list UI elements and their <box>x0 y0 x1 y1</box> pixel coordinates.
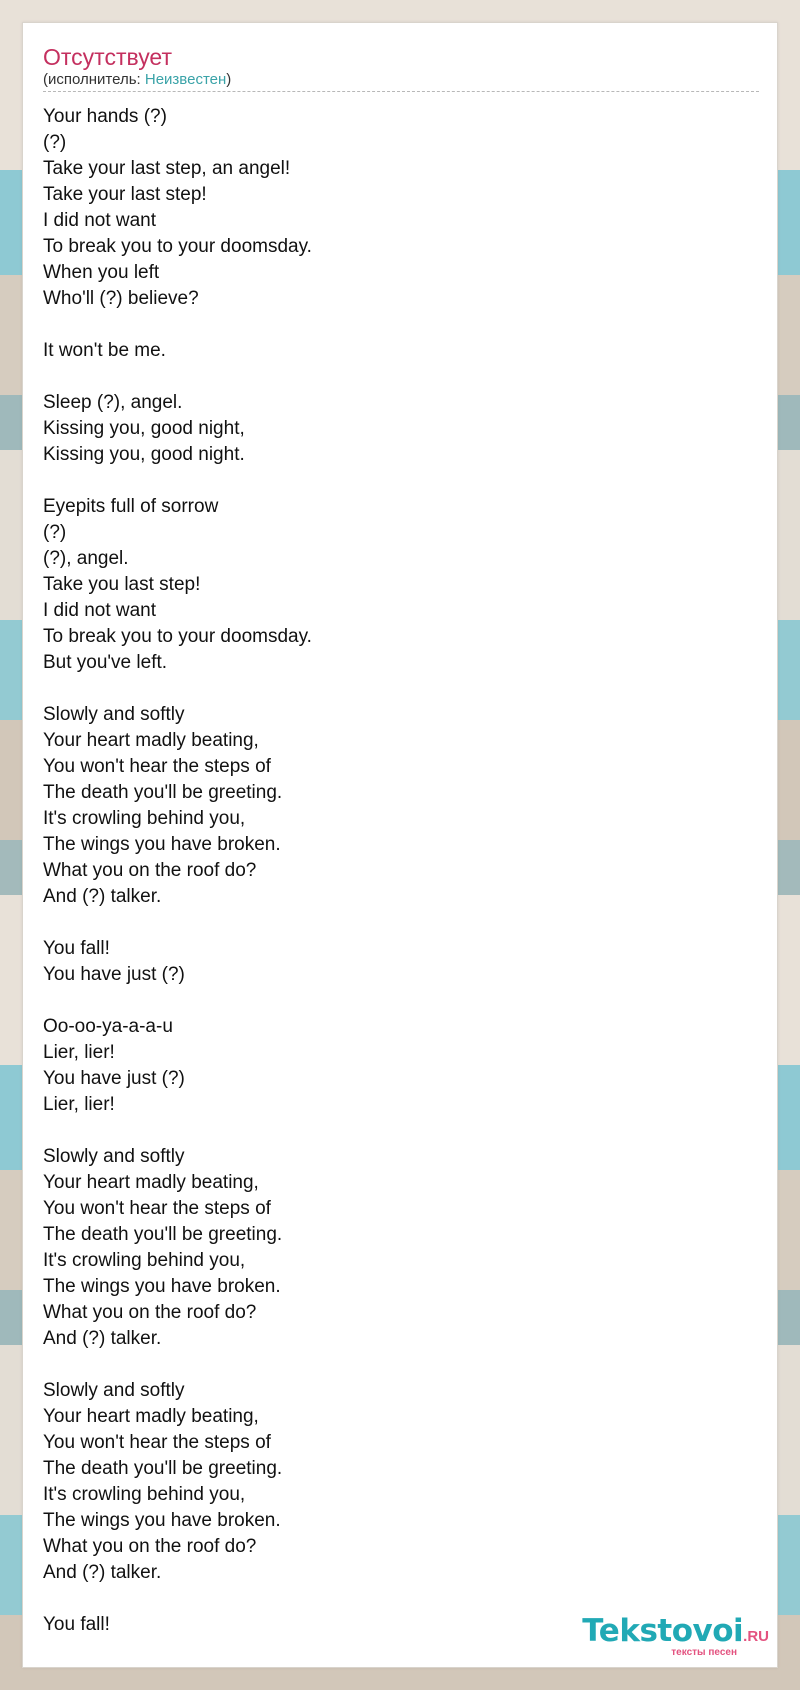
lyric-line: The death you'll be greeting. <box>43 782 283 803</box>
lyric-line: Sleep (?), angel. <box>43 392 183 413</box>
lyric-line: Lier, lier! <box>43 1042 115 1063</box>
lyric-line: It's crowling behind you, <box>43 1484 246 1505</box>
lyrics-body <box>43 104 743 1638</box>
lyric-line: Your heart madly beating, <box>43 730 259 751</box>
lyric-line: It's crowling behind you, <box>43 1250 246 1271</box>
lyric-line: Kissing you, good night, <box>43 418 245 439</box>
artist-link[interactable]: Неизвестен <box>144 71 227 88</box>
lyric-line: And (?) talker. <box>43 886 162 907</box>
lyric-line: You fall! <box>43 938 110 959</box>
lyric-line: Slowly and softly <box>43 704 185 725</box>
lyric-blank-line <box>43 1118 743 1144</box>
lyric-blank-line <box>43 1586 743 1612</box>
logo-wordmark <box>559 1615 769 1647</box>
lyric-line: Oo-oo-ya-a-a-u <box>43 1016 173 1037</box>
lyric-line: You have just (?) <box>43 1068 185 1089</box>
lyrics-card <box>22 22 778 1668</box>
lyric-line: You fall! <box>43 1614 110 1635</box>
lyric-line: You won't hear the steps of <box>43 1198 271 1219</box>
artist-line <box>43 71 759 89</box>
logo-main: Tekstovoi <box>582 1613 744 1649</box>
lyric-line: Kissing you, good night. <box>43 444 245 465</box>
lyric-line: You won't hear the steps of <box>43 756 271 777</box>
lyric-blank-line <box>43 468 743 494</box>
lyric-line: To break you to your doomsday. <box>43 236 312 257</box>
site-logo[interactable] <box>559 1615 769 1659</box>
lyric-line: What you on the roof do? <box>43 1302 257 1323</box>
lyric-line: What you on the roof do? <box>43 860 257 881</box>
lyric-line: I did not want <box>43 600 157 621</box>
lyric-line: Slowly and softly <box>43 1146 185 1167</box>
lyric-line: You have just (?) <box>43 964 185 985</box>
logo-subtitle: тексты песен <box>671 1647 737 1658</box>
lyric-line: Lier, lier! <box>43 1094 115 1115</box>
lyric-line: Slowly and softly <box>43 1380 185 1401</box>
lyric-line: (?) <box>43 522 67 543</box>
lyric-line: To break you to your doomsday. <box>43 626 312 647</box>
lyric-line: Take you last step! <box>43 574 201 595</box>
lyric-line: The wings you have broken. <box>43 1510 281 1531</box>
lyric-line: You won't hear the steps of <box>43 1432 271 1453</box>
song-title: Отсутствует <box>43 44 172 70</box>
lyric-line: The wings you have broken. <box>43 834 281 855</box>
lyric-line: (?) <box>43 132 67 153</box>
lyric-line: I did not want <box>43 210 157 231</box>
lyric-line: When you left <box>43 262 160 283</box>
artist-prefix: (исполнитель: <box>43 71 145 88</box>
lyric-line: The wings you have broken. <box>43 1276 281 1297</box>
lyric-blank-line <box>43 988 743 1014</box>
lyric-line: Take your last step! <box>43 184 207 205</box>
lyric-line: Who'll (?) believe? <box>43 288 199 309</box>
lyric-line: Your heart madly beating, <box>43 1172 259 1193</box>
lyric-line: What you on the roof do? <box>43 1536 257 1557</box>
lyric-line: The death you'll be greeting. <box>43 1458 283 1479</box>
lyric-blank-line <box>43 364 743 390</box>
lyric-line: And (?) talker. <box>43 1328 162 1349</box>
lyric-blank-line <box>43 1352 743 1378</box>
logo-tld: .RU <box>743 1628 769 1645</box>
artist-suffix: ) <box>226 71 232 88</box>
lyric-blank-line <box>43 676 743 702</box>
lyric-line: Your heart madly beating, <box>43 1406 259 1427</box>
lyric-line: Take your last step, an angel! <box>43 158 291 179</box>
lyric-line: (?), angel. <box>43 548 129 569</box>
lyric-line: But you've left. <box>43 652 168 673</box>
lyric-line: It won't be me. <box>43 340 166 361</box>
lyric-blank-line <box>43 312 743 338</box>
lyric-line: It's crowling behind you, <box>43 808 246 829</box>
lyric-line: The death you'll be greeting. <box>43 1224 283 1245</box>
lyric-line: Your hands (?) <box>43 106 167 127</box>
lyric-line: And (?) talker. <box>43 1562 162 1583</box>
lyric-blank-line <box>43 910 743 936</box>
lyric-line: Eyepits full of sorrow <box>43 496 219 517</box>
song-header <box>43 43 759 92</box>
